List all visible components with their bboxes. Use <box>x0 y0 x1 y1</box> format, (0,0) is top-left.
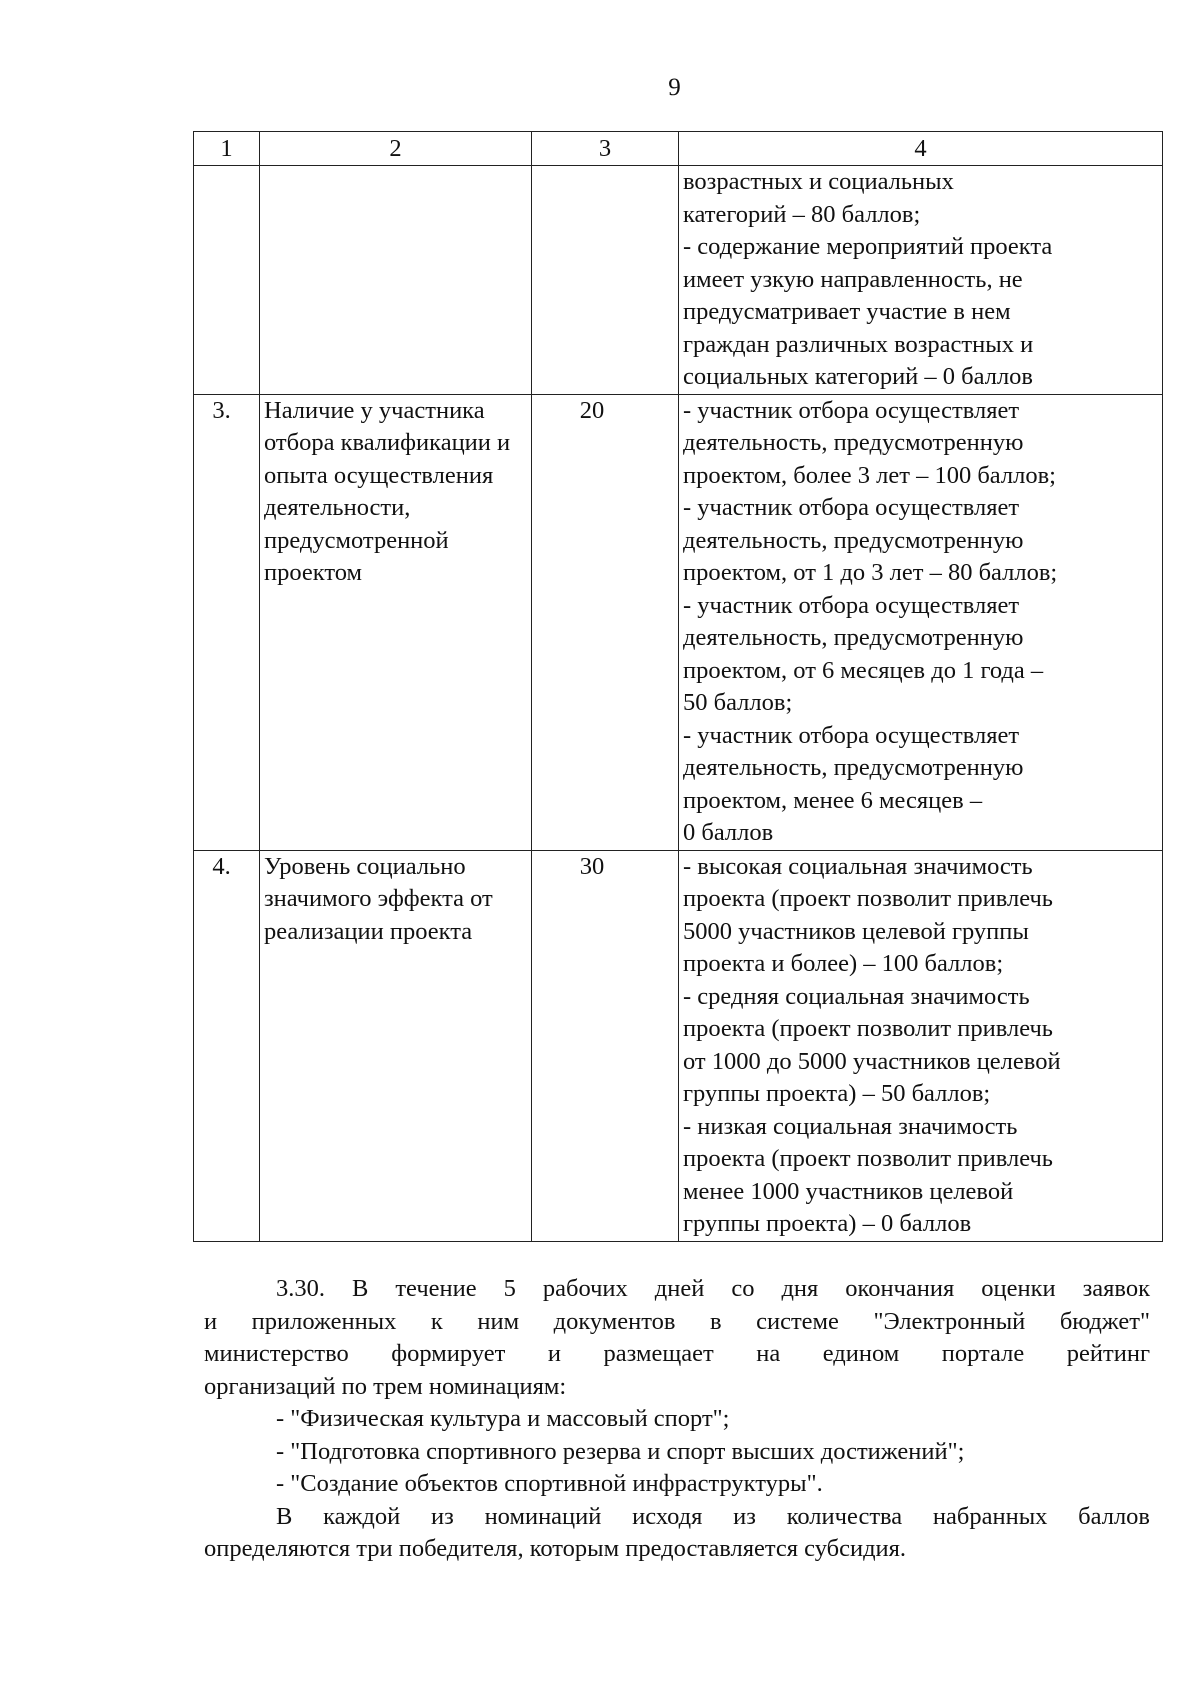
description-line: - участник отбора осуществляет <box>683 591 1020 619</box>
nomination-item: - "Создание объектов спортивной инфраструктуры". <box>276 1470 823 1497</box>
description-line: граждан различных возрастных и <box>683 330 1034 358</box>
table-row <box>194 394 1163 850</box>
text-line: В каждой из номинаций исходя из количества набранных баллов <box>276 1502 1150 1530</box>
description-line: - участник отбора осуществляет <box>683 494 1020 521</box>
scoring-description-cell <box>679 850 1163 1241</box>
table-row <box>194 850 1163 1241</box>
description-line: проекта (проект позволит привлечь <box>683 1015 1053 1042</box>
description-line: проекта и более) – 100 баллов; <box>683 950 1004 977</box>
text-line: и приложенных к ним документов в системе "Электронный бюджет" <box>204 1307 1150 1335</box>
criterion-line: проектом <box>264 559 363 586</box>
criteria-table <box>193 131 1163 1242</box>
description-line: предусматривает участие в нем <box>683 298 1011 325</box>
description-line: - средняя социальная значимость <box>683 982 1030 1010</box>
column-header: 3 <box>532 132 679 166</box>
description-line: от 1000 до 5000 участников целевой <box>683 1047 1061 1075</box>
row-number-cell: 4. <box>194 850 260 1241</box>
criterion-line: Уровень социально <box>264 852 466 880</box>
description-line: проектом, от 1 до 3 лет – 80 баллов; <box>683 559 1058 586</box>
column-header: 2 <box>260 132 532 166</box>
description-line: деятельность, предусмотренную <box>683 624 1024 651</box>
description-line: группы проекта) – 0 баллов <box>683 1210 972 1237</box>
row-number-cell: 3. <box>194 394 260 850</box>
criterion-line: значимого эффекта от <box>264 885 493 912</box>
final-paragraph <box>204 1501 1150 1566</box>
description-line: группы проекта) – 50 баллов; <box>683 1080 991 1107</box>
row-number-cell <box>194 166 260 395</box>
paragraph-3-30 <box>204 1273 1150 1403</box>
description-line: возрастных и социальных <box>683 168 954 195</box>
description-line: 50 баллов; <box>683 689 793 716</box>
description-line: социальных категорий – 0 баллов <box>683 363 1033 390</box>
table-body <box>194 166 1163 1242</box>
description-line: - низкая социальная значимость <box>683 1112 1018 1140</box>
max-score-cell: 30 <box>532 850 679 1241</box>
text-line: министерство формирует и размещает на едином портале рейтинг <box>204 1340 1150 1367</box>
text-line: организаций по трем номинациям: <box>204 1372 567 1400</box>
criterion-cell <box>260 166 532 395</box>
scoring-description-cell <box>679 166 1163 395</box>
table-row <box>194 166 1163 395</box>
description-line: деятельность, предусмотренную <box>683 526 1024 554</box>
description-line: - участник отбора осуществляет <box>683 721 1020 749</box>
criterion-line: опыта осуществления <box>264 461 494 489</box>
description-line: - высокая социальная значимость <box>683 852 1033 880</box>
text-line: определяются три победителя, которым предоставляется субсидия. <box>204 1535 907 1562</box>
description-line: проекта (проект позволит привлечь <box>683 885 1053 912</box>
criterion-cell <box>260 850 532 1241</box>
column-header: 4 <box>679 132 1163 166</box>
description-line: 5000 участников целевой группы <box>683 917 1029 945</box>
description-line: проектом, менее 6 месяцев – <box>683 786 983 814</box>
criterion-line: реализации проекта <box>264 917 473 945</box>
criterion-line: Наличие у участника <box>264 396 485 424</box>
max-score-cell: 20 <box>532 394 679 850</box>
description-line: деятельность, предусмотренную <box>683 754 1024 781</box>
max-score-cell <box>532 166 679 395</box>
table-header-row <box>194 132 1163 166</box>
criterion-cell <box>260 394 532 850</box>
criterion-line: предусмотренной <box>264 526 449 554</box>
criterion-line: отбора квалификации и <box>264 429 511 456</box>
description-line: деятельность, предусмотренную <box>683 429 1024 456</box>
body-text <box>204 1273 1150 1566</box>
column-header: 1 <box>194 132 260 166</box>
description-line: - содержание мероприятий проекта <box>683 233 1053 260</box>
description-line: 0 баллов <box>683 819 774 846</box>
description-line: - участник отбора осуществляет <box>683 396 1020 424</box>
nomination-item: - "Подготовка спортивного резерва и спорт высших достижений"; <box>276 1437 965 1465</box>
description-line: проектом, более 3 лет – 100 баллов; <box>683 461 1056 489</box>
text-line: 3.30. В течение 5 рабочих дней со дня окончания оценки заявок <box>276 1275 1150 1302</box>
page-number: 9 <box>668 74 681 101</box>
criterion-line: деятельности, <box>264 494 411 521</box>
scoring-description-cell <box>679 394 1163 850</box>
description-line: проектом, от 6 месяцев до 1 года – <box>683 656 1044 684</box>
nomination-item: - "Физическая культура и массовый спорт"; <box>276 1405 730 1432</box>
description-line: категорий – 80 баллов; <box>683 200 921 228</box>
description-line: проекта (проект позволит привлечь <box>683 1145 1053 1172</box>
description-line: имеет узкую направленность, не <box>683 265 1023 293</box>
description-line: менее 1000 участников целевой <box>683 1177 1014 1205</box>
